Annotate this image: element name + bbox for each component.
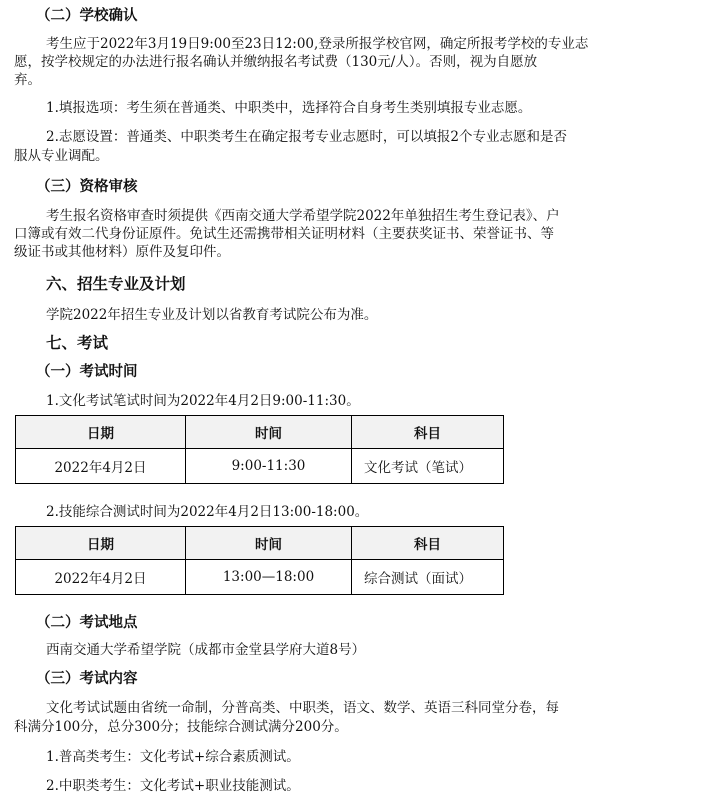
paragraph-line: 文化考试试题由省统一命制，分普高类、中职类，语文、数学、英语三科同堂分卷，每: [46, 700, 559, 716]
cell-subject: 综合测试（面试）: [352, 560, 504, 595]
section-heading-school-confirmation: （二）学校确认: [36, 7, 138, 24]
list-item: 1.填报选项：考生须在普通类、中职类中，选择符合自身考生类别填报专业志愿。: [46, 100, 532, 116]
paragraph-line: 愿，按学校规定的办法进行报名确认并缴纳报名考试费（130元/人）。否则，视为自愿放: [14, 54, 538, 70]
cell-subject: 文化考试（笔试）: [352, 449, 504, 484]
exam-schedule-table-written: [15, 415, 504, 484]
cell-date: 2022年4月2日: [16, 560, 186, 595]
paragraph-line: 科满分100分，总分300分；技能综合测试满分200分。: [14, 719, 348, 735]
subheading-exam-content: （三）考试内容: [36, 670, 138, 687]
column-header-time: 时间: [186, 527, 352, 560]
column-header-date: 日期: [16, 416, 186, 449]
section-heading-majors-plan: 六、招生专业及计划: [46, 274, 186, 293]
section-heading-qualification-review: （三）资格审核: [36, 178, 138, 195]
table-header-row: [16, 527, 504, 560]
column-header-subject: 科目: [352, 527, 504, 560]
table-row: [16, 449, 504, 484]
column-header-subject: 科目: [352, 416, 504, 449]
list-item: 1.普高类考生：文化考试+综合素质测试。: [46, 749, 300, 765]
cell-time: 9:00-11:30: [186, 449, 352, 484]
cell-time: 13:00—18:00: [186, 560, 352, 595]
paragraph-line: 口簿或有效二代身份证原件。免试生还需携带相关证明材料（主要获奖证书、荣誉证书、等: [14, 226, 554, 242]
list-item: 2.技能综合测试时间为2022年4月2日13:00-18:00。: [46, 504, 369, 520]
list-item: 2.志愿设置：普通类、中职类考生在确定报考专业志愿时，可以填报2个专业志愿和是否: [46, 129, 567, 145]
paragraph: 学院2022年招生专业及计划以省教育考试院公布为准。: [46, 307, 378, 323]
paragraph-line: 弃。: [14, 72, 41, 88]
list-item-continuation: 服从专业调配。: [14, 148, 109, 164]
paragraph-line: 级证书或其他材料）原件及复印件。: [14, 244, 230, 260]
column-header-date: 日期: [16, 527, 186, 560]
paragraph-line: 考生报名资格审查时须提供《西南交通大学希望学院2022年单独招生考生登记表》、户: [46, 208, 560, 224]
cell-date: 2022年4月2日: [16, 449, 186, 484]
column-header-time: 时间: [186, 416, 352, 449]
exam-schedule-table-skills: [15, 526, 504, 595]
subheading-exam-location: （二）考试地点: [36, 614, 138, 631]
section-heading-exam: 七、考试: [46, 333, 109, 352]
table-row: [16, 560, 504, 595]
subheading-exam-time: （一）考试时间: [36, 363, 138, 380]
list-item: 2.中职类考生：文化考试+职业技能测试。: [46, 778, 300, 794]
table-header-row: [16, 416, 504, 449]
list-item: 1.文化考试笔试时间为2022年4月2日9:00-11:30。: [46, 393, 360, 409]
paragraph-line: 考生应于2022年3月19日9:00至23日12:00,登录所报学校官网，确定所报考学校的专业志: [46, 36, 589, 52]
exam-location: 西南交通大学希望学院（成都市金堂县学府大道8号）: [46, 642, 366, 658]
